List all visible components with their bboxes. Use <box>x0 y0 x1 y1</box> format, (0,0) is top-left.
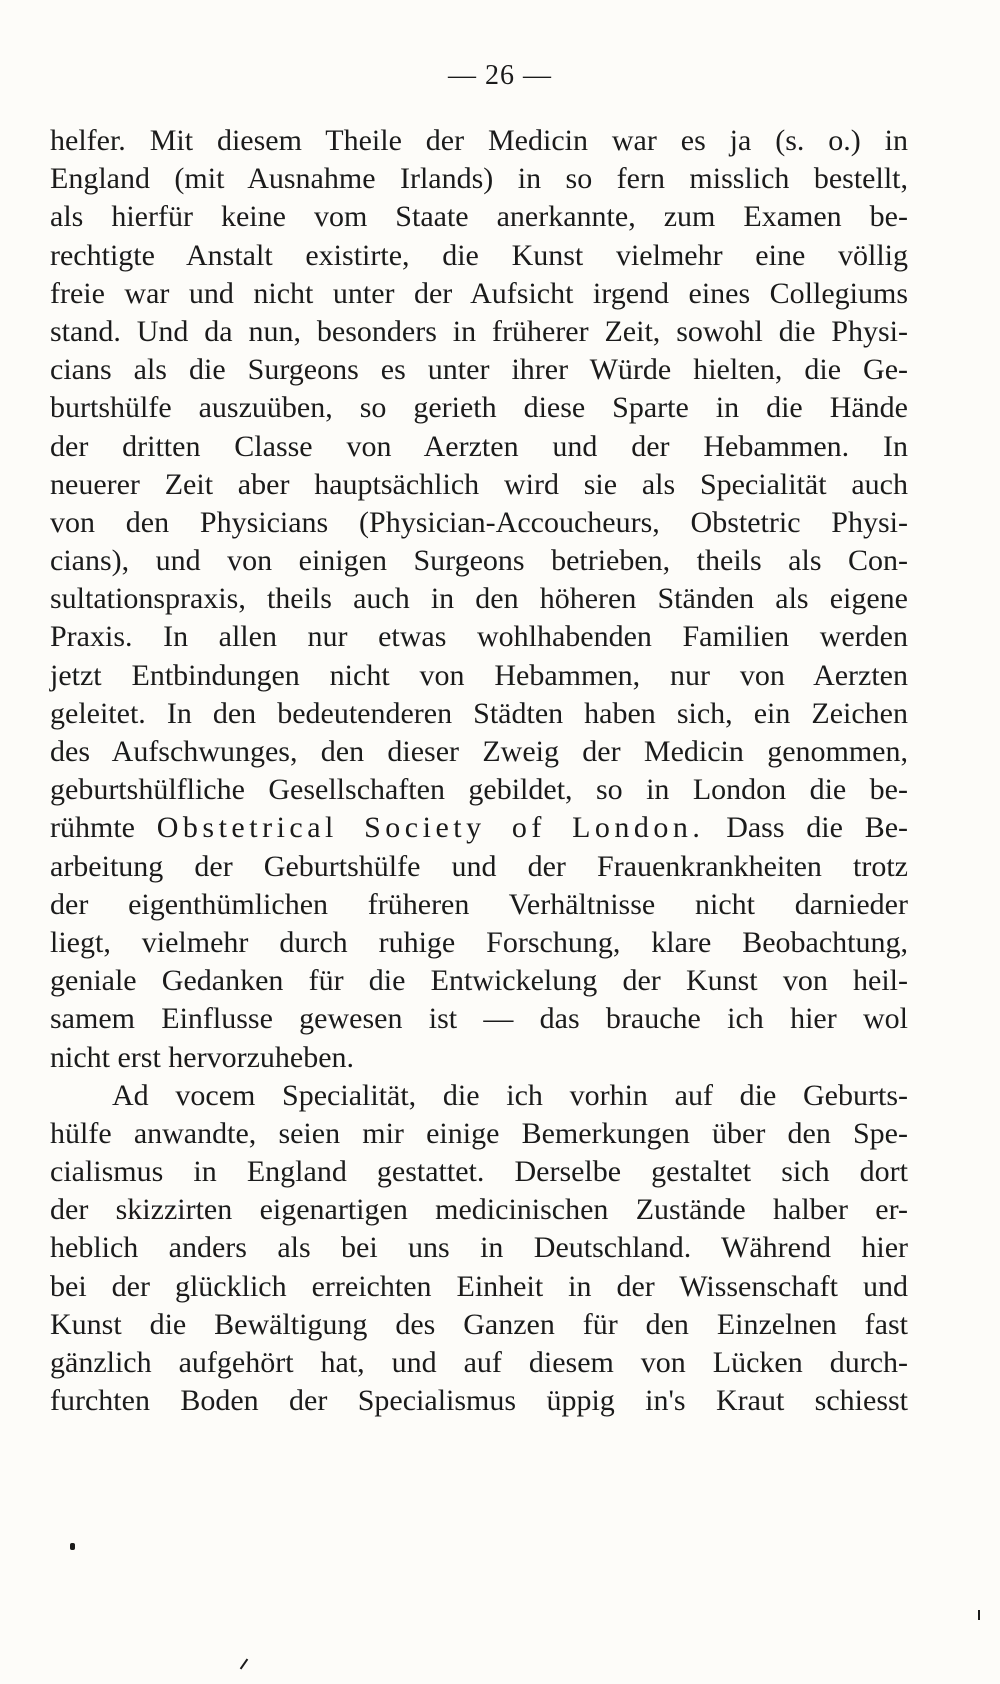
text-line: stand. Und da nun, besonders in früherer Zeit, sowohl die Physi- <box>50 314 908 348</box>
ink-stroke-mark <box>240 1659 249 1670</box>
text-line: cians), und von einigen Surgeons betrieben, theils als Con- <box>50 544 908 578</box>
text-line: neuerer Zeit aber hauptsächlich wird sie als Specialität auch <box>50 467 908 501</box>
text-line: jetzt Entbindungen nicht von Hebammen, nur von Aerzten <box>50 658 908 692</box>
paragraph-1 <box>50 122 908 1077</box>
text-line: heblich anders als bei uns in Deutschland. Während hier <box>50 1231 908 1265</box>
text-line: sultationspraxis, theils auch in den höheren Ständen als eigene <box>50 582 908 616</box>
text-line: rechtigte Anstalt existirte, die Kunst vielmehr eine völlig <box>50 238 908 272</box>
text-line: hülfe anwandte, seien mir einige Bemerkungen über den Spe- <box>50 1116 908 1150</box>
text-line: gänzlich aufgehört hat, und auf diesem von Lücken durch- <box>50 1346 908 1379</box>
text-line: geburtshülfliche Gesellschaften gebildet, so in London die be- <box>50 773 908 807</box>
text-line: burtshülfe auszuüben, so gerieth diese Sparte in die Hände <box>50 391 908 425</box>
text-line: cians als die Surgeons es unter ihrer Würde hielten, die Ge- <box>50 353 908 387</box>
text-line: geniale Gedanken für die Entwickelung der Kunst von heil- <box>50 964 908 998</box>
text-line: der dritten Classe von Aerzten und der Hebammen. In <box>50 429 908 463</box>
text-line: bei der glücklich erreichten Einheit in der Wissenschaft und <box>50 1269 908 1303</box>
text-line: furchten Boden der Specialismus üppig in's Kraut schiesst <box>50 1384 908 1418</box>
text-line: geleitet. In den bedeutenderen Städten haben sich, ein Zeichen <box>50 696 908 730</box>
society-name: Obstetrical Society of London. <box>156 811 705 845</box>
body-text <box>50 122 908 1420</box>
paragraph-2 <box>50 1077 908 1421</box>
text-line: liegt, vielmehr durch ruhige Forschung, klare Beobachtung, <box>50 925 908 959</box>
text-line-society <box>50 809 908 847</box>
text-line: helfer. Mit diesem Theile der Medicin war es ja (s. o.) in <box>50 124 908 157</box>
text-line: freie war und nicht unter der Aufsicht irgend eines Collegiums <box>50 276 908 310</box>
text-line: Kunst die Bewältigung des Ganzen für den Einzelnen fast <box>50 1307 908 1341</box>
society-before: rühmte <box>50 811 135 845</box>
text-line: von den Physicians (Physician-Accoucheurs, Obstetric Physi- <box>50 505 908 539</box>
text-line: des Aufschwunges, den dieser Zweig der Medicin genommen, <box>50 735 908 768</box>
text-line: arbeitung der Geburtshülfe und der Frauenkrankheiten trotz <box>50 849 908 883</box>
text-line: nicht erst hervorzuheben. <box>50 1040 355 1074</box>
text-line: England (mit Ausnahme Irlands) in so fern misslich bestellt, <box>50 162 908 196</box>
page-number: — 26 — <box>448 60 552 91</box>
ink-stroke-mark <box>978 1610 980 1620</box>
text-line: samem Einflusse gewesen ist — das brauche ich hier wol <box>50 1002 908 1036</box>
text-line: der skizzirten eigenartigen medicinischen Zustände halber er- <box>50 1193 908 1227</box>
ink-speck-mark <box>70 1543 75 1550</box>
text-line: der eigenthümlichen früheren Verhältnisse nicht darnieder <box>50 887 908 921</box>
text-line: Praxis. In allen nur etwas wohlhabenden Familien werden <box>50 620 908 654</box>
text-line: Ad vocem Specialität, die ich vorhin auf die Geburts- <box>112 1078 908 1112</box>
text-line: cialismus in England gestattet. Derselbe gestaltet sich dort <box>50 1155 908 1189</box>
society-after: Dass die Be- <box>726 811 909 845</box>
text-line: als hierfür keine vom Staate anerkannte, zum Examen be- <box>50 200 908 234</box>
